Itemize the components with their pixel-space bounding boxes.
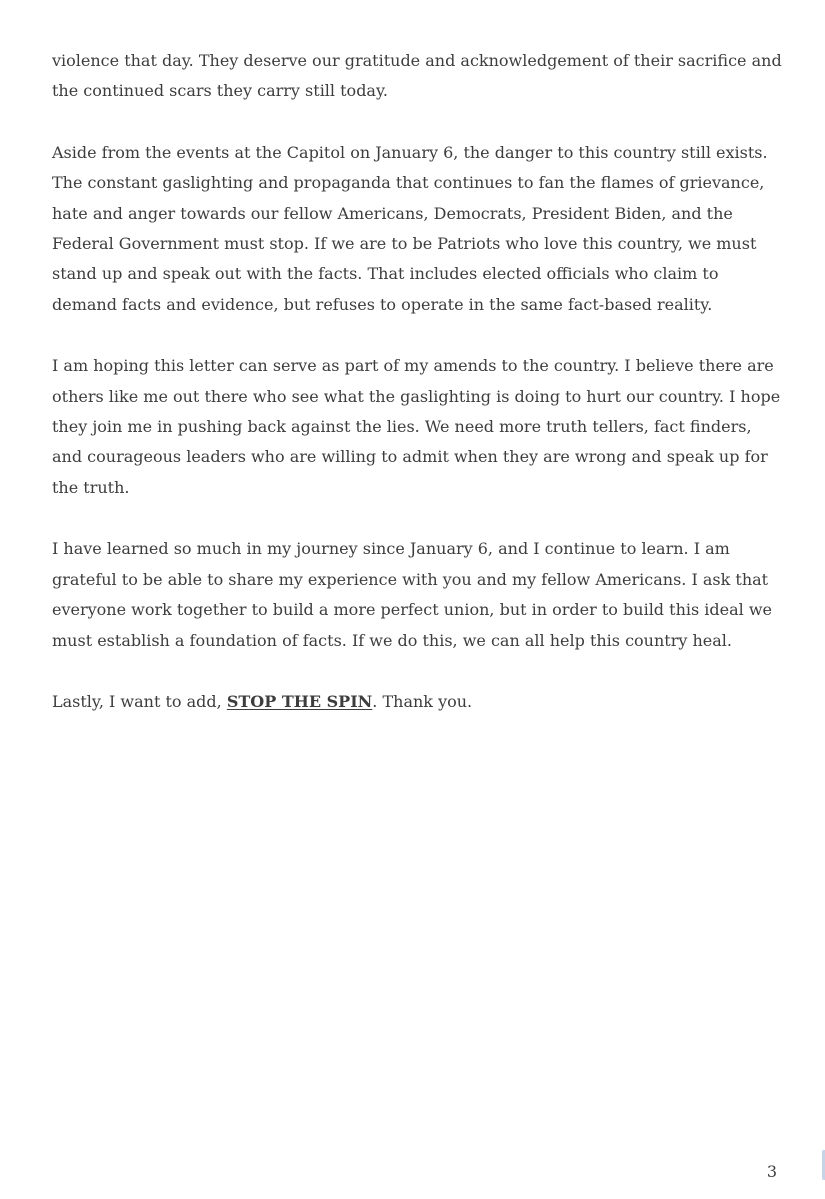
closing-prefix: Lastly, I want to add,: [52, 691, 227, 711]
paragraph-closing: [52, 687, 782, 717]
paragraph-gratitude: violence that day. They deserve our gratitude and acknowledgement of their sacrifice and the continued scars they carry still today.: [52, 51, 782, 101]
paragraph-learning: I have learned so much in my journey since January 6, and I continue to learn. I am grateful to be able to share my experience with you and my fellow Americans. I ask that everyone work together to build a more perfect union, but in order to build this ideal we must establish a foundation of facts. If we do this, we can all help this country heal.: [52, 539, 773, 650]
closing-suffix: . Thank you.: [372, 691, 473, 711]
letter-body: [52, 46, 782, 747]
paragraph-danger: Aside from the events at the Capitol on January 6, the danger to this country still exists. The constant gaslighting and propaganda that continues to fan the flames of grievance, hate and anger towards our fellow Americans, Democrats, President Biden, and the Federal Government must stop. If we are to be Patriots who love this country, we must stand up and speak out with the facts. That includes elected officials who claim to demand facts and evidence, but refuses to operate in the same fact-based reality.: [52, 142, 768, 314]
closing-emphasis: STOP THE SPIN: [226, 691, 373, 711]
paragraph-amends: I am hoping this letter can serve as part of my amends to the country. I believe there are others like me out there who see what the gaslighting is doing to hurt our country. I hope they join me in pushing back against the lies. We need more truth tellers, fact finders, and courageous leaders who are willing to admit when they are wrong and speak up for the truth.: [52, 356, 781, 497]
page-number: 3: [766, 1162, 777, 1181]
